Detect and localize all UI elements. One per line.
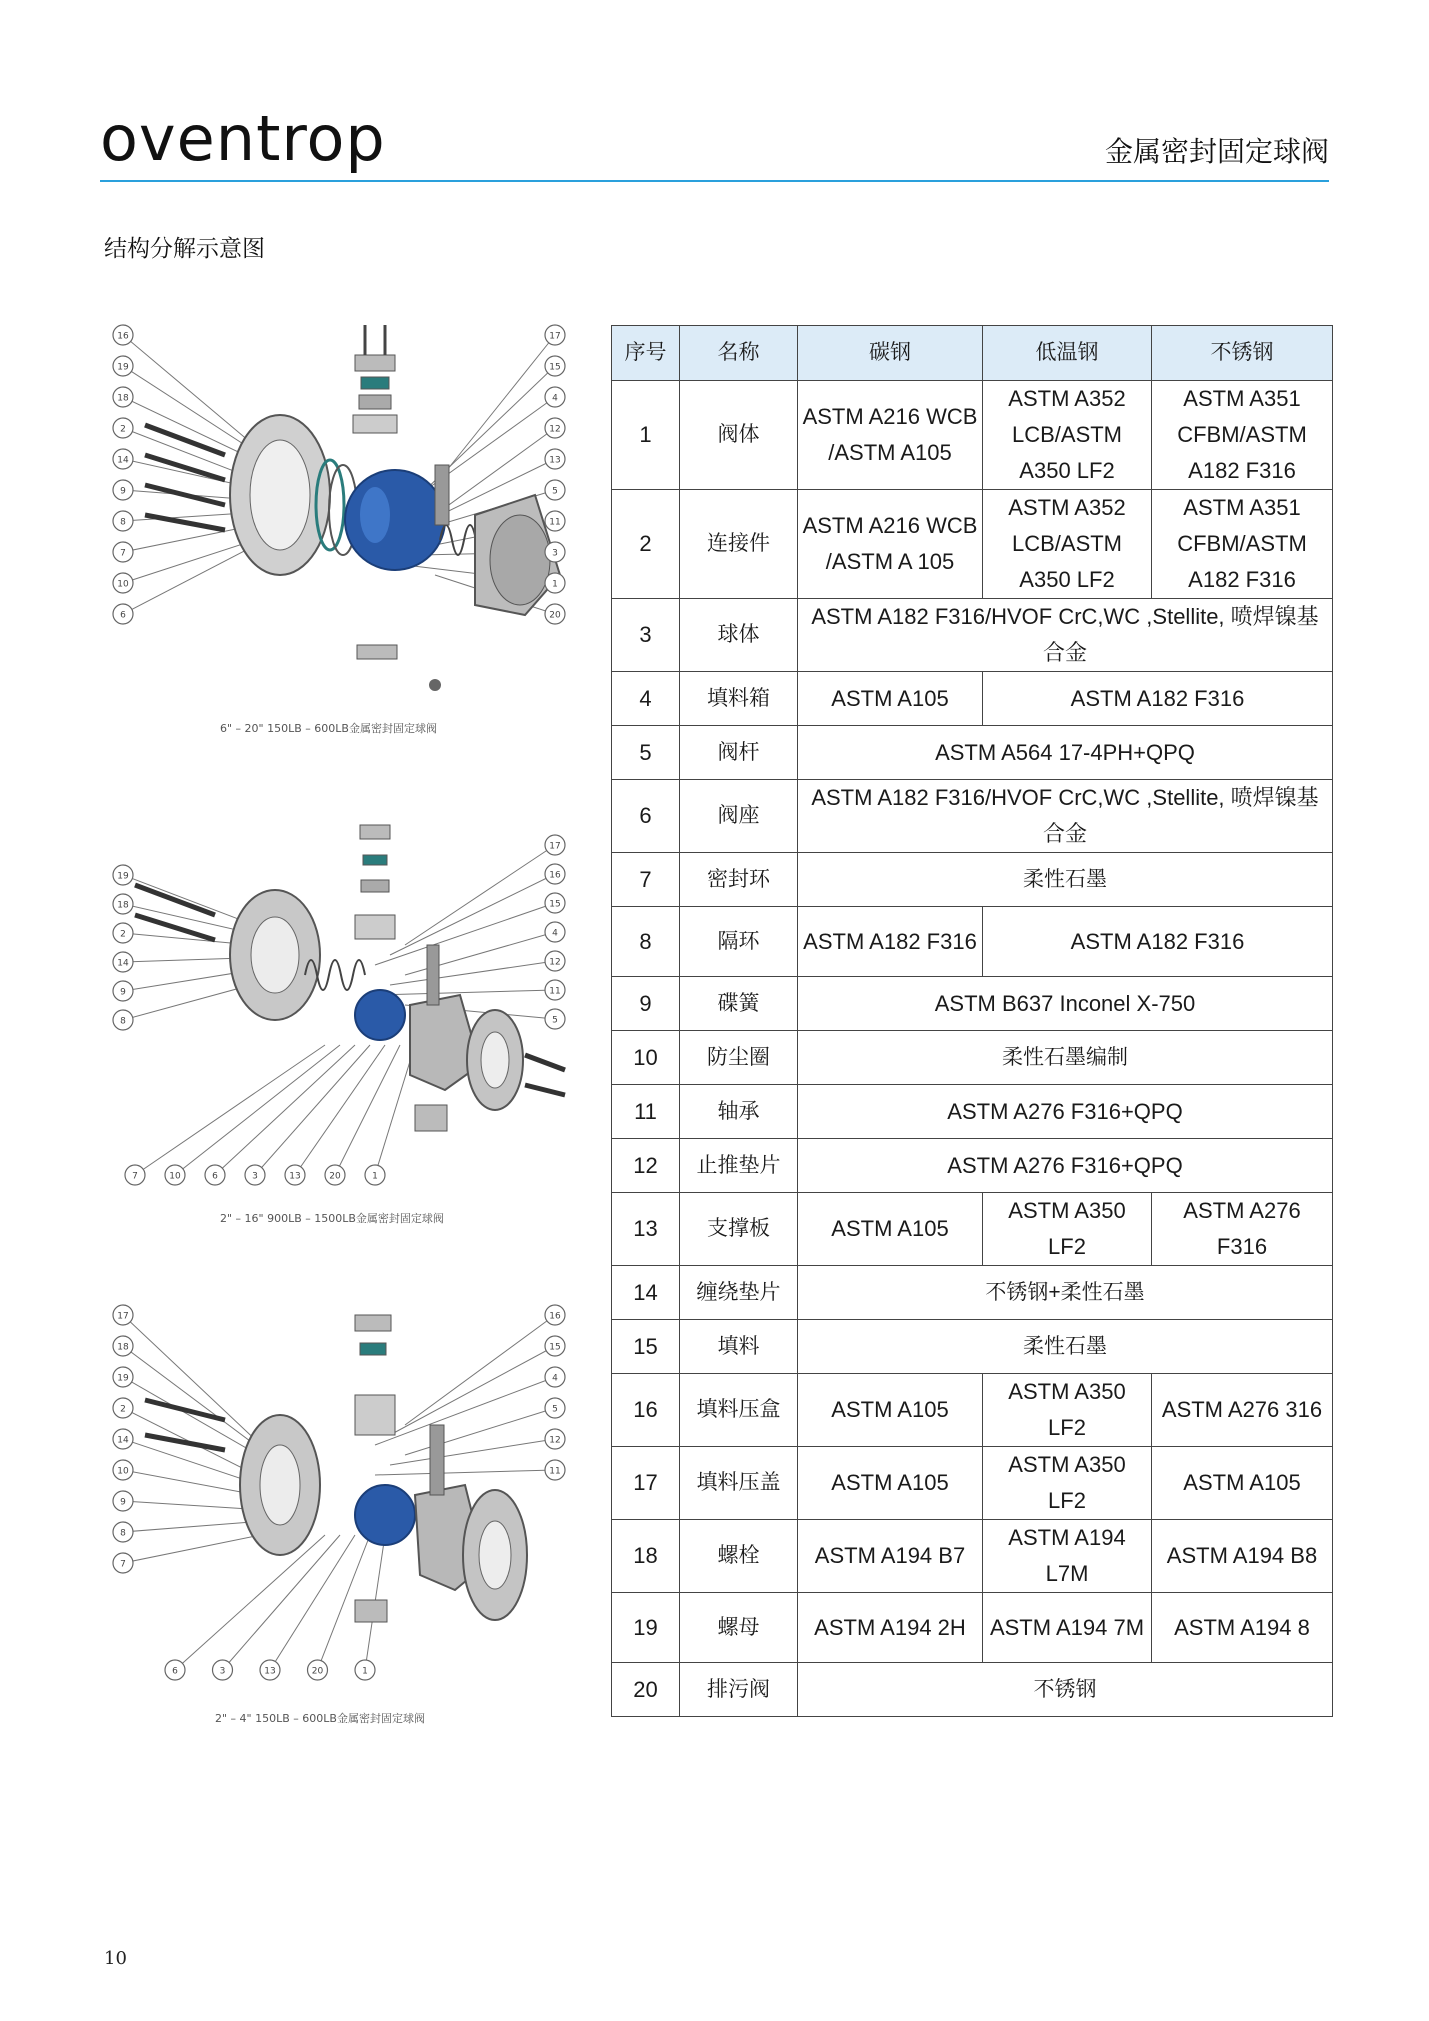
callout-number: 2	[120, 424, 126, 435]
table-row	[612, 1085, 1333, 1139]
cell-material-all: ASTM A182 F316/HVOF CrC,WC ,Stellite, 喷焊镍基合金	[798, 780, 1333, 853]
material-spec-table	[611, 325, 1333, 1717]
cell-carbon-steel: ASTM A194 2H	[798, 1593, 983, 1663]
callout-number: 9	[120, 987, 126, 998]
exploded-view-drawing-1	[105, 315, 575, 715]
callout-leader-line	[390, 961, 555, 985]
callout-number: 15	[549, 1342, 561, 1353]
callout-number: 16	[117, 331, 129, 342]
callout-leader-line	[255, 1045, 370, 1175]
header-stainless-steel: 不锈钢	[1152, 326, 1333, 381]
brand-logo: oventrop	[100, 102, 386, 175]
callout-number: 19	[117, 1373, 129, 1384]
cell-low-temp-steel: ASTM A352 LCB/ASTM A350 LF2	[983, 381, 1152, 490]
cell-stainless-steel: ASTM A351 CFBM/ASTM A182 F316	[1152, 490, 1333, 599]
cell-no: 1	[612, 381, 680, 490]
callout-number: 13	[549, 455, 561, 466]
table-header-row	[612, 326, 1333, 381]
cell-name: 填料压盒	[680, 1374, 798, 1447]
cell-carbon-steel: ASTM A216 WCB /ASTM A 105	[798, 490, 983, 599]
cell-carbon-steel: ASTM A182 F316	[798, 907, 983, 977]
callout-number: 6	[212, 1171, 218, 1182]
callout-number: 13	[264, 1666, 276, 1677]
cell-stainless-steel: ASTM A194 B8	[1152, 1520, 1333, 1593]
header-no: 序号	[612, 326, 680, 381]
callout-number: 14	[117, 455, 129, 466]
callout-number: 8	[120, 1016, 126, 1027]
exploded-view-figure-3	[105, 1295, 575, 1735]
callout-number: 18	[117, 900, 129, 911]
table-row	[612, 780, 1333, 853]
callout-leader-line	[375, 1470, 555, 1475]
callout-number: 19	[117, 362, 129, 373]
section-title: 结构分解示意图	[104, 236, 265, 262]
exploded-view-drawing-2	[105, 805, 575, 1205]
exploded-view-figure-1	[105, 315, 575, 745]
cell-material-all: ASTM B637 Inconel X-750	[798, 977, 1333, 1031]
cell-no: 7	[612, 853, 680, 907]
callout-number: 17	[117, 1311, 129, 1322]
callout-leader-line	[375, 903, 555, 965]
figure-caption-3: 2" – 4" 150LB – 600LB金属密封固定球阀	[215, 1712, 425, 1725]
callout-number: 3	[252, 1171, 258, 1182]
table-row	[612, 1520, 1333, 1593]
cell-no: 15	[612, 1320, 680, 1374]
cell-name: 缠绕垫片	[680, 1266, 798, 1320]
cell-no: 10	[612, 1031, 680, 1085]
cell-no: 2	[612, 490, 680, 599]
callout-leader-line	[215, 1045, 355, 1175]
cell-no: 5	[612, 726, 680, 780]
callout-leader-line	[405, 1315, 555, 1425]
cell-no: 8	[612, 907, 680, 977]
table-row	[612, 1593, 1333, 1663]
callout-number: 12	[549, 424, 561, 435]
callout-leader-line	[390, 1346, 555, 1435]
callout-number: 3	[219, 1666, 226, 1677]
callout-number: 14	[117, 958, 129, 969]
callout-number: 10	[117, 1466, 129, 1477]
callout-number: 4	[552, 393, 558, 404]
callout-number: 12	[549, 957, 561, 968]
callout-number: 1	[362, 1666, 368, 1677]
callout-number: 20	[329, 1171, 341, 1182]
cell-name: 止推垫片	[680, 1139, 798, 1193]
cell-material-all: ASTM A182 F316/HVOF CrC,WC ,Stellite, 喷焊镍基合金	[798, 599, 1333, 672]
callout-number: 20	[549, 610, 561, 621]
cell-name: 密封环	[680, 853, 798, 907]
callout-number: 1	[552, 579, 558, 590]
header-low-temp-steel: 低温钢	[983, 326, 1152, 381]
callout-number: 5	[552, 1404, 558, 1415]
cell-material-all: ASTM A276 F316+QPQ	[798, 1085, 1333, 1139]
cell-material-all: 柔性石墨	[798, 853, 1333, 907]
callout-number: 4	[552, 1373, 558, 1384]
callout-number: 15	[549, 899, 561, 910]
cell-name: 填料压盖	[680, 1447, 798, 1520]
document-title: 金属密封固定球阀	[1104, 135, 1329, 168]
callout-leader-line	[390, 874, 555, 955]
callout-number: 10	[117, 579, 129, 590]
cell-material-all: 不锈钢+柔性石墨	[798, 1266, 1333, 1320]
cell-name: 阀杆	[680, 726, 798, 780]
callout-number: 18	[117, 1342, 129, 1353]
cell-name: 连接件	[680, 490, 798, 599]
cell-material-all: 不锈钢	[798, 1663, 1333, 1717]
exploded-view-drawing-3	[105, 1295, 575, 1705]
cell-name: 填料箱	[680, 672, 798, 726]
callout-number: 9	[120, 486, 126, 497]
table-row	[612, 1447, 1333, 1520]
table-row	[612, 1320, 1333, 1374]
table-row	[612, 977, 1333, 1031]
cell-carbon-steel: ASTM A105	[798, 1447, 983, 1520]
cell-low-temp-steel: ASTM A350 LF2	[983, 1193, 1152, 1266]
callout-number: 7	[120, 1559, 126, 1570]
callout-number: 3	[552, 548, 558, 559]
cell-material-all: 柔性石墨	[798, 1320, 1333, 1374]
callout-number: 5	[552, 1015, 558, 1026]
table-row	[612, 672, 1333, 726]
figure-caption-1: 6" – 20" 150LB – 600LB金属密封固定球阀	[220, 722, 437, 735]
cell-name: 阀体	[680, 381, 798, 490]
exploded-view-figure-2	[105, 805, 575, 1235]
table-row	[612, 1374, 1333, 1447]
table-row	[612, 599, 1333, 672]
cell-stainless-steel: ASTM A276 F316	[1152, 1193, 1333, 1266]
cell-stainless-steel: ASTM A105	[1152, 1447, 1333, 1520]
cell-material-all: ASTM A564 17-4PH+QPQ	[798, 726, 1333, 780]
header-divider	[100, 180, 1329, 182]
cell-no: 12	[612, 1139, 680, 1193]
cell-carbon-steel: ASTM A216 WCB /ASTM A105	[798, 381, 983, 490]
callout-number: 8	[120, 517, 126, 528]
cell-low-temp-steel: ASTM A194 7M	[983, 1593, 1152, 1663]
callout-number: 15	[549, 362, 561, 373]
table-body	[612, 381, 1333, 1717]
callout-number: 17	[549, 841, 561, 852]
callout-number: 2	[120, 929, 126, 940]
callout-number: 17	[549, 331, 561, 342]
header-carbon-steel: 碳钢	[798, 326, 983, 381]
callout-number: 20	[311, 1666, 324, 1677]
cell-no: 17	[612, 1447, 680, 1520]
callout-number: 6	[172, 1666, 178, 1677]
cell-name: 螺栓	[680, 1520, 798, 1593]
cell-name: 球体	[680, 599, 798, 672]
callout-number: 18	[117, 393, 129, 404]
cell-low-temp-steel: ASTM A194 L7M	[983, 1520, 1152, 1593]
cell-no: 11	[612, 1085, 680, 1139]
cell-carbon-steel: ASTM A105	[798, 1193, 983, 1266]
table-row	[612, 1139, 1333, 1193]
callout-leader-line	[175, 1535, 325, 1670]
cell-name: 阀座	[680, 780, 798, 853]
table-row	[612, 907, 1333, 977]
cell-no: 14	[612, 1266, 680, 1320]
cell-name: 防尘圈	[680, 1031, 798, 1085]
cell-name: 轴承	[680, 1085, 798, 1139]
cell-no: 9	[612, 977, 680, 1031]
cell-no: 4	[612, 672, 680, 726]
cell-name: 填料	[680, 1320, 798, 1374]
cell-name: 隔环	[680, 907, 798, 977]
callout-leader-line	[295, 1045, 385, 1175]
table-row	[612, 1266, 1333, 1320]
cell-name: 支撑板	[680, 1193, 798, 1266]
cell-low-temp-steel: ASTM A350 LF2	[983, 1447, 1152, 1520]
callout-number: 16	[549, 870, 561, 881]
table-row	[612, 726, 1333, 780]
table-row	[612, 490, 1333, 599]
callout-leader-line	[375, 990, 555, 995]
callout-number: 10	[169, 1171, 181, 1182]
callout-number: 8	[120, 1528, 126, 1539]
cell-name: 螺母	[680, 1593, 798, 1663]
table-row	[612, 853, 1333, 907]
callout-number: 11	[549, 517, 561, 528]
table-row	[612, 1031, 1333, 1085]
callout-number: 11	[549, 1466, 561, 1477]
callout-leader-line	[375, 1377, 555, 1445]
cell-material-all: ASTM A276 F316+QPQ	[798, 1139, 1333, 1193]
table-row	[612, 1193, 1333, 1266]
cell-no: 3	[612, 599, 680, 672]
callout-number: 13	[289, 1171, 301, 1182]
cell-low-temp-and-stainless: ASTM A182 F316	[983, 907, 1333, 977]
callout-number: 12	[549, 1435, 561, 1446]
callout-number: 14	[117, 1435, 129, 1446]
page-number: 10	[104, 1948, 127, 1969]
cell-low-temp-steel: ASTM A352 LCB/ASTM A350 LF2	[983, 490, 1152, 599]
callout-number: 2	[120, 1404, 126, 1415]
table-row	[612, 1663, 1333, 1717]
callout-number: 19	[117, 871, 129, 882]
cell-no: 19	[612, 1593, 680, 1663]
cell-low-temp-steel: ASTM A350 LF2	[983, 1374, 1152, 1447]
callout-number: 11	[549, 986, 561, 997]
cell-material-all: 柔性石墨编制	[798, 1031, 1333, 1085]
callout-number: 7	[132, 1171, 138, 1182]
callout-number: 9	[120, 1497, 126, 1508]
cell-low-temp-and-stainless: ASTM A182 F316	[983, 672, 1333, 726]
callout-leader-line	[175, 1045, 340, 1175]
callout-number: 4	[552, 928, 558, 939]
callout-number: 6	[120, 610, 126, 621]
callout-number: 7	[120, 548, 126, 559]
callout-leader-line	[135, 1045, 325, 1175]
callout-leader-line	[405, 845, 555, 945]
cell-name: 排污阀	[680, 1663, 798, 1717]
header-name: 名称	[680, 326, 798, 381]
cell-no: 20	[612, 1663, 680, 1717]
cell-name: 碟簧	[680, 977, 798, 1031]
cell-stainless-steel: ASTM A194 8	[1152, 1593, 1333, 1663]
cell-carbon-steel: ASTM A105	[798, 672, 983, 726]
cell-carbon-steel: ASTM A194 B7	[798, 1520, 983, 1593]
cell-stainless-steel: ASTM A276 316	[1152, 1374, 1333, 1447]
table-row	[612, 381, 1333, 490]
cell-carbon-steel: ASTM A105	[798, 1374, 983, 1447]
callout-number: 1	[372, 1171, 378, 1182]
figure-caption-2: 2" – 16" 900LB – 1500LB金属密封固定球阀	[220, 1212, 444, 1225]
cell-no: 18	[612, 1520, 680, 1593]
cell-no: 6	[612, 780, 680, 853]
callout-number: 5	[552, 486, 558, 497]
cell-no: 13	[612, 1193, 680, 1266]
callout-leader-line	[335, 1045, 400, 1175]
cell-no: 16	[612, 1374, 680, 1447]
cell-stainless-steel: ASTM A351 CFBM/ASTM A182 F316	[1152, 381, 1333, 490]
callout-number: 16	[549, 1311, 561, 1322]
